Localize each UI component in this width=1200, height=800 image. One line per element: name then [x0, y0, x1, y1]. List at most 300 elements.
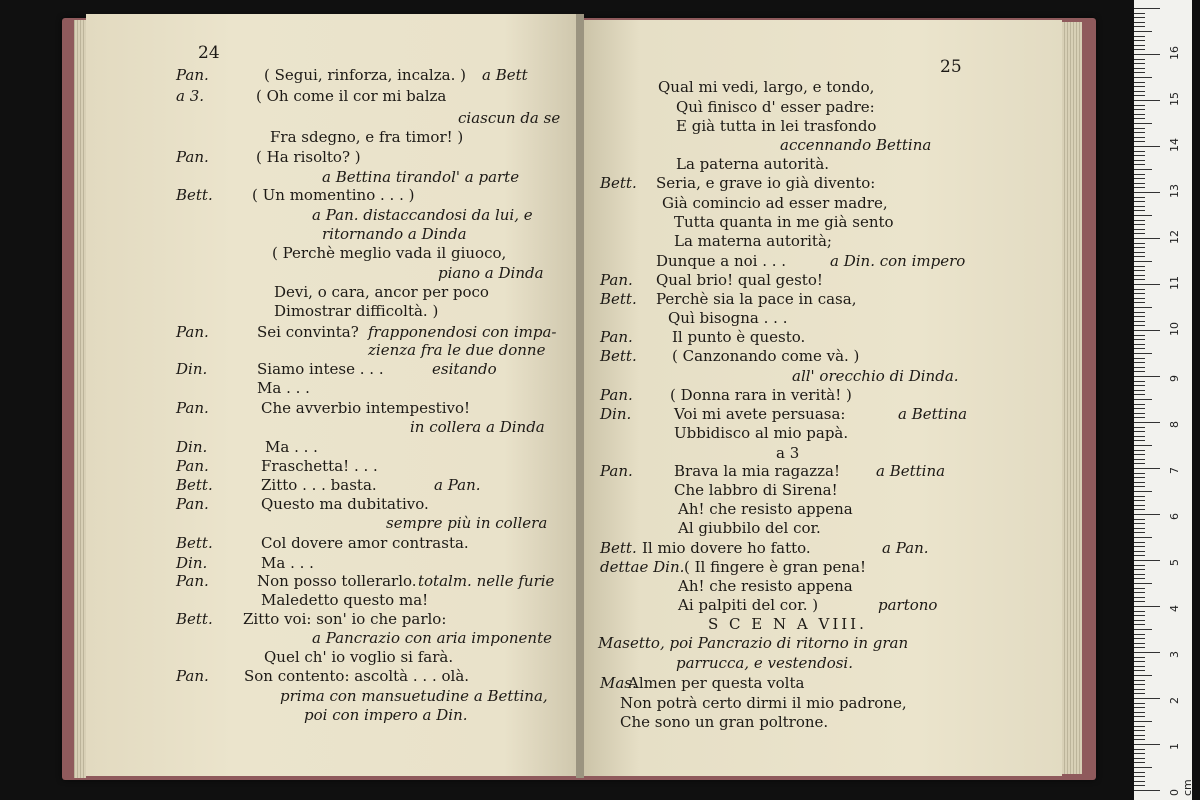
- ruler-tick: [1134, 473, 1145, 474]
- dialogue-line: Non potrà certo dirmi il mio padrone,: [620, 694, 907, 712]
- ruler-tick: [1134, 776, 1145, 777]
- dialogue-line: Al giubbilo del cor.: [678, 519, 821, 537]
- ruler-tick: [1134, 450, 1145, 451]
- dialogue-line: ( Canzonando come và. ): [672, 347, 860, 365]
- ruler-tick: [1134, 417, 1145, 418]
- ruler-tick: [1134, 390, 1145, 391]
- ruler-tick: [1134, 620, 1145, 621]
- ruler-tick: [1134, 192, 1160, 193]
- ruler-tick: [1134, 454, 1145, 455]
- stage-direction: Masetto, poi Pancrazio di ritorno in gran: [598, 634, 909, 652]
- ruler-tick: [1134, 229, 1145, 230]
- speaker-name: Pan.: [176, 572, 209, 590]
- ruler-tick: [1134, 496, 1145, 497]
- dialogue-line: Zitto voi: son' io che parlo:: [243, 610, 447, 628]
- ruler-tick: [1134, 643, 1145, 644]
- ruler-tick: [1134, 753, 1145, 754]
- dialogue-line: ( Segui, rinforza, incalza. ): [264, 66, 466, 84]
- ruler-tick: [1134, 574, 1145, 575]
- dialogue-line: Che labbro di Sirena!: [674, 481, 838, 499]
- ruler-tick: [1134, 624, 1145, 625]
- ruler-tick: [1134, 569, 1145, 570]
- dialogue-line: Ma . . .: [257, 379, 310, 397]
- ruler-tick: [1134, 698, 1160, 699]
- ruler-label: 12: [1168, 230, 1181, 244]
- ruler-tick: [1134, 588, 1145, 589]
- speaker-name: Bett.: [176, 476, 213, 494]
- dialogue-line: Col dovere amor contrasta.: [261, 534, 469, 552]
- ruler-tick: [1134, 712, 1145, 713]
- ruler-tick: [1134, 289, 1145, 290]
- ruler-tick: [1134, 546, 1145, 547]
- ruler-tick: [1134, 532, 1145, 533]
- ruler-tick: [1134, 634, 1145, 635]
- speaker-name: Bett.: [600, 290, 637, 308]
- ruler-tick: [1134, 141, 1145, 142]
- dialogue-line: Ma . . .: [265, 438, 318, 456]
- page-number: 24: [198, 43, 220, 63]
- ruler-tick: [1134, 597, 1145, 598]
- ruler-tick: [1134, 238, 1160, 239]
- ruler-tick: [1134, 160, 1145, 161]
- dialogue-line: ( Un momentino . . . ): [252, 186, 415, 204]
- speaker-name: Din.: [176, 554, 208, 572]
- speaker-name: Bett.: [176, 534, 213, 552]
- ruler-tick: [1134, 744, 1160, 745]
- speaker-name: Pan.: [176, 667, 209, 685]
- ruler-tick: [1134, 468, 1160, 469]
- dialogue-line: Già comincio ad esser madre,: [662, 194, 888, 212]
- ruler-tick: [1134, 781, 1145, 782]
- ruler-tick: [1134, 721, 1152, 722]
- ruler-tick: [1134, 445, 1152, 446]
- dialogue-line: Quel ch' io voglio si farà.: [264, 648, 454, 666]
- speaker-name: Bett.: [600, 539, 637, 557]
- stage-direction: prima con mansuetudine a Bettina,: [280, 687, 548, 705]
- ruler-tick: [1134, 647, 1145, 648]
- ruler-tick: [1134, 408, 1145, 409]
- dialogue-line: Ma . . .: [261, 554, 314, 572]
- stage-direction: ciascun da se: [458, 109, 561, 127]
- book-gutter: [576, 14, 584, 778]
- ruler-tick: [1134, 45, 1145, 46]
- stage-direction: a Pan. distaccandosi da lui, e: [312, 206, 533, 224]
- ruler-tick: [1134, 422, 1160, 423]
- speaker-name: Pan.: [176, 323, 209, 341]
- ruler-tick: [1134, 555, 1145, 556]
- ruler-tick: [1134, 666, 1145, 667]
- ruler-tick: [1134, 243, 1145, 244]
- ruler-tick: [1134, 105, 1145, 106]
- ruler-label: 13: [1168, 184, 1181, 198]
- stage-direction: totalm. nelle furie: [418, 572, 555, 590]
- ruler-label: 0 cm: [1168, 779, 1194, 796]
- ruler-tick: [1134, 482, 1145, 483]
- ruler-tick: [1134, 17, 1145, 18]
- ruler-tick: [1134, 693, 1145, 694]
- ruler-tick: [1134, 31, 1152, 32]
- ruler-tick: [1134, 201, 1145, 202]
- dialogue-line: Questo ma dubitativo.: [261, 495, 429, 513]
- speaker-name: Pan.: [600, 271, 633, 289]
- ruler-tick: [1134, 606, 1160, 607]
- ruler-tick: [1134, 183, 1145, 184]
- stage-direction: sempre più in collera: [386, 514, 548, 532]
- dialogue-line: Seria, e grave io già divento:: [656, 174, 876, 192]
- dialogue-line: Son contento: ascoltà . . . olà.: [244, 667, 470, 685]
- ruler-tick: [1134, 146, 1160, 147]
- dialogue-line: Tutta quanta in me già sento: [674, 213, 894, 231]
- dialogue-line: La materna autorità;: [674, 232, 832, 250]
- ruler-tick: [1134, 638, 1145, 639]
- ruler-tick: [1134, 40, 1145, 41]
- ruler-tick: [1134, 670, 1145, 671]
- ruler-tick: [1134, 13, 1145, 14]
- ruler-tick: [1134, 128, 1145, 129]
- dialogue-line: Devi, o cara, ancor per poco: [274, 283, 489, 301]
- ruler-tick: [1134, 275, 1145, 276]
- dialogue-line: Quì finisco d' esser padre:: [676, 98, 875, 116]
- dialogue-line: Brava la mia ragazza!: [674, 462, 840, 480]
- ruler-tick: [1134, 330, 1160, 331]
- speaker-name: Din.: [176, 438, 208, 456]
- ruler-tick: [1134, 137, 1145, 138]
- dialogue-line: Che avverbio intempestivo!: [261, 399, 471, 417]
- dialogue-line: ( Oh come il cor mi balza: [256, 87, 447, 105]
- ruler-tick: [1134, 703, 1145, 704]
- ruler-tick: [1134, 68, 1145, 69]
- ruler-tick: [1134, 206, 1145, 207]
- ruler-tick: [1134, 91, 1145, 92]
- ruler-tick: [1134, 270, 1145, 271]
- speaker-name: dettae Din.: [600, 558, 685, 576]
- stage-direction: frapponendosi con impa-: [368, 323, 557, 341]
- ruler-tick: [1134, 500, 1145, 501]
- ruler-tick: [1134, 477, 1145, 478]
- ruler-tick: [1134, 758, 1145, 759]
- dialogue-line: ( Perchè meglio vada il giuoco,: [272, 244, 507, 262]
- ruler-tick: [1134, 519, 1145, 520]
- ruler-tick: [1134, 132, 1145, 133]
- ruler-tick: [1134, 578, 1145, 579]
- stage-direction: in collera a Dinda: [410, 418, 545, 436]
- speaker-name: Pan.: [176, 399, 209, 417]
- dialogue-line: Il mio dovere ho fatto.: [642, 539, 811, 557]
- ruler-tick: [1134, 72, 1145, 73]
- ruler-tick: [1134, 118, 1145, 119]
- ruler-tick: [1134, 689, 1145, 690]
- ruler-tick: [1134, 348, 1145, 349]
- ruler-tick: [1134, 509, 1145, 510]
- ruler-tick: [1134, 436, 1145, 437]
- ruler-tick: [1134, 187, 1145, 188]
- ruler-tick: [1134, 261, 1152, 262]
- ruler-label: 6: [1168, 513, 1181, 520]
- ruler-tick: [1134, 215, 1152, 216]
- ruler-tick: [1134, 321, 1145, 322]
- speaker-name: Pan.: [600, 386, 633, 404]
- ruler-tick: [1134, 601, 1145, 602]
- ruler-tick: [1134, 491, 1152, 492]
- ruler-tick: [1134, 371, 1145, 372]
- ruler-tick: [1134, 592, 1145, 593]
- ruler-tick: [1134, 367, 1145, 368]
- speaker-name: Pan.: [600, 328, 633, 346]
- ruler-tick: [1134, 86, 1145, 87]
- ruler-tick: [1134, 307, 1152, 308]
- page-number: 25: [940, 57, 962, 77]
- ruler-tick: [1134, 151, 1145, 152]
- speaker-name: Pan.: [176, 457, 209, 475]
- stage-direction: a Bettina: [876, 462, 946, 480]
- speaker-name: Pan.: [600, 462, 633, 480]
- ruler-tick: [1134, 486, 1145, 487]
- dialogue-line: a 3: [776, 444, 800, 462]
- ruler-tick: [1134, 298, 1145, 299]
- ruler-tick: [1134, 77, 1152, 78]
- ruler-tick: [1134, 583, 1152, 584]
- ruler-tick: [1134, 233, 1145, 234]
- ruler-tick: [1134, 174, 1145, 175]
- speaker-name: Bett.: [600, 174, 637, 192]
- ruler-tick: [1134, 657, 1145, 658]
- ruler-tick: [1134, 8, 1160, 9]
- ruler-tick: [1134, 100, 1160, 101]
- dialogue-line: Qual brio! qual gesto!: [656, 271, 823, 289]
- ruler-tick: [1134, 505, 1145, 506]
- stage-direction: ritornando a Dinda: [322, 225, 467, 243]
- ruler-tick: [1134, 82, 1145, 83]
- ruler-tick: [1134, 661, 1145, 662]
- stage-direction: a Din. con impero: [830, 252, 966, 270]
- right-page: [582, 20, 1062, 776]
- stage-direction: a Bett: [482, 66, 528, 84]
- speaker-name: Pan.: [176, 66, 209, 84]
- ruler-tick: [1134, 339, 1145, 340]
- dialogue-line: Non posso tollerarlo.: [257, 572, 417, 590]
- ruler-label: 9: [1168, 375, 1181, 382]
- ruler-tick: [1134, 739, 1145, 740]
- ruler-tick: [1134, 312, 1145, 313]
- ruler-tick: [1134, 565, 1145, 566]
- ruler-tick: [1134, 726, 1145, 727]
- ruler-tick: [1134, 123, 1152, 124]
- stage-direction: accennando Bettina: [780, 136, 932, 154]
- ruler-label: 14: [1168, 138, 1181, 152]
- ruler-label: 15: [1168, 92, 1181, 106]
- ruler-tick: [1134, 169, 1152, 170]
- ruler-label: 2: [1168, 697, 1181, 704]
- ruler-tick: [1134, 440, 1145, 441]
- ruler-tick: [1134, 394, 1145, 395]
- ruler-tick: [1134, 284, 1160, 285]
- scene-heading: S C E N A VIII.: [708, 615, 867, 633]
- ruler-tick: [1134, 266, 1145, 267]
- ruler-tick: [1134, 26, 1145, 27]
- stage-direction: a Pan.: [434, 476, 481, 494]
- ruler-tick: [1134, 523, 1145, 524]
- ruler-tick: [1134, 224, 1145, 225]
- ruler-tick: [1134, 542, 1145, 543]
- measuring-ruler: [1134, 0, 1192, 800]
- ruler-label: 3: [1168, 651, 1181, 658]
- speaker-name: Bett.: [176, 186, 213, 204]
- ruler-tick: [1134, 353, 1152, 354]
- ruler-tick: [1134, 385, 1145, 386]
- ruler-tick: [1134, 514, 1160, 515]
- stage-direction: a Pan.: [882, 539, 929, 557]
- ruler-label: 8: [1168, 421, 1181, 428]
- ruler-tick: [1134, 279, 1145, 280]
- ruler-tick: [1134, 210, 1145, 211]
- stage-direction: esitando: [432, 360, 497, 378]
- ruler-tick: [1134, 316, 1145, 317]
- ruler-tick: [1134, 459, 1145, 460]
- ruler-tick: [1134, 680, 1145, 681]
- dialogue-line: ( Ha risolto? ): [256, 148, 361, 166]
- speaker-name: a 3.: [176, 87, 205, 105]
- dialogue-line: Dimostrar difficoltà. ): [274, 302, 439, 320]
- ruler-tick: [1134, 49, 1145, 50]
- ruler-tick: [1134, 22, 1145, 23]
- ruler-tick: [1134, 735, 1145, 736]
- dialogue-line: Dunque a noi . . .: [656, 252, 787, 270]
- ruler-tick: [1134, 772, 1145, 773]
- ruler-tick: [1134, 178, 1145, 179]
- ruler-tick: [1134, 54, 1160, 55]
- stage-direction: parrucca, e vestendosi.: [676, 654, 853, 672]
- speaker-name: Bett.: [600, 347, 637, 365]
- ruler-tick: [1134, 629, 1152, 630]
- ruler-tick: [1134, 463, 1145, 464]
- dialogue-line: La paterna autorità.: [676, 155, 830, 173]
- ruler-tick: [1134, 325, 1145, 326]
- ruler-tick: [1134, 114, 1145, 115]
- ruler-tick: [1134, 611, 1145, 612]
- ruler-tick: [1134, 63, 1145, 64]
- ruler-label: 5: [1168, 559, 1181, 566]
- dialogue-line: Ah! che resisto appena: [678, 577, 853, 595]
- ruler-tick: [1134, 344, 1145, 345]
- dialogue-line: Il punto è questo.: [672, 328, 806, 346]
- dialogue-line: Fraschetta! . . .: [261, 457, 378, 475]
- ruler-tick: [1134, 95, 1145, 96]
- ruler-tick: [1134, 716, 1145, 717]
- stage-direction: partono: [878, 596, 938, 614]
- ruler-label: 7: [1168, 467, 1181, 474]
- ruler-tick: [1134, 376, 1160, 377]
- ruler-tick: [1134, 431, 1145, 432]
- ruler-tick: [1134, 197, 1145, 198]
- ruler-tick: [1134, 528, 1145, 529]
- ruler-label: 4: [1168, 605, 1181, 612]
- ruler-label: 10: [1168, 322, 1181, 336]
- ruler-tick: [1134, 59, 1145, 60]
- speaker-name: Din.: [176, 360, 208, 378]
- dialogue-line: Ubbidisco al mio papà.: [674, 424, 849, 442]
- stage-direction: poi con impero a Din.: [304, 706, 468, 724]
- dialogue-line: Che sono un gran poltrone.: [620, 713, 829, 731]
- ruler-tick: [1134, 707, 1145, 708]
- ruler-tick: [1134, 537, 1152, 538]
- ruler-tick: [1134, 767, 1152, 768]
- ruler-tick: [1134, 247, 1145, 248]
- ruler-tick: [1134, 762, 1145, 763]
- ruler-tick: [1134, 155, 1145, 156]
- speaker-name: Din.: [600, 405, 632, 423]
- ruler-tick: [1134, 551, 1145, 552]
- ruler-tick: [1134, 790, 1160, 791]
- page-edges-right: [1062, 22, 1082, 774]
- speaker-name: Bett.: [176, 610, 213, 628]
- ruler-tick: [1134, 785, 1145, 786]
- speaker-name: Mas.: [600, 674, 637, 692]
- ruler-tick: [1134, 109, 1145, 110]
- ruler-tick: [1134, 404, 1145, 405]
- dialogue-line: ( Donna rara in verità! ): [670, 386, 852, 404]
- dialogue-line: Almen per questa volta: [628, 674, 805, 692]
- stage-direction: zienza fra le due donne: [368, 341, 546, 359]
- ruler-tick: [1134, 381, 1145, 382]
- ruler-tick: [1134, 252, 1145, 253]
- page-edges-left: [74, 20, 86, 778]
- dialogue-line: Quì bisogna . . .: [668, 309, 788, 327]
- ruler-label: 1: [1168, 743, 1181, 750]
- stage-direction: a Pancrazio con aria imponente: [312, 629, 552, 647]
- ruler-tick: [1134, 684, 1145, 685]
- ruler-tick: [1134, 675, 1152, 676]
- stage-direction: a Bettina: [898, 405, 968, 423]
- ruler-tick: [1134, 302, 1145, 303]
- dialogue-line: Perchè sia la pace in casa,: [656, 290, 857, 308]
- speaker-name: Pan.: [176, 148, 209, 166]
- ruler-tick: [1134, 652, 1160, 653]
- dialogue-line: Zitto . . . basta.: [261, 476, 377, 494]
- ruler-tick: [1134, 293, 1145, 294]
- ruler-tick: [1134, 358, 1145, 359]
- left-page: [86, 14, 578, 776]
- ruler-tick: [1134, 427, 1145, 428]
- stage-direction: a Bettina tirandol' a parte: [322, 168, 520, 186]
- dialogue-line: Qual mi vedi, largo, e tondo,: [658, 78, 875, 96]
- ruler-label: 11: [1168, 276, 1181, 290]
- dialogue-line: Sei convinta?: [257, 323, 359, 341]
- ruler-tick: [1134, 164, 1145, 165]
- ruler-tick: [1134, 335, 1145, 336]
- stage-direction: all' orecchio di Dinda.: [792, 367, 959, 385]
- ruler-tick: [1134, 749, 1145, 750]
- ruler-tick: [1134, 220, 1145, 221]
- ruler-tick: [1134, 399, 1152, 400]
- dialogue-line: Voi mi avete persuasa:: [674, 405, 846, 423]
- dialogue-line: Maledetto questo ma!: [261, 591, 429, 609]
- dialogue-line: Ai palpiti del cor. ): [678, 596, 819, 614]
- ruler-tick: [1134, 413, 1145, 414]
- dialogue-line: Ah! che resisto appena: [678, 500, 853, 518]
- ruler-tick: [1134, 730, 1145, 731]
- dialogue-line: E già tutta in lei trasfondo: [676, 117, 877, 135]
- dialogue-line: ( Il fingere è gran pena!: [684, 558, 866, 576]
- dialogue-line: Siamo intese . . .: [257, 360, 384, 378]
- ruler-tick: [1134, 256, 1145, 257]
- stage-direction: piano a Dinda: [438, 264, 544, 282]
- ruler-tick: [1134, 362, 1145, 363]
- speaker-name: Pan.: [176, 495, 209, 513]
- dialogue-line: Fra sdegno, e fra timor! ): [270, 128, 464, 146]
- ruler-tick: [1134, 36, 1145, 37]
- ruler-tick: [1134, 615, 1145, 616]
- ruler-tick: [1134, 560, 1160, 561]
